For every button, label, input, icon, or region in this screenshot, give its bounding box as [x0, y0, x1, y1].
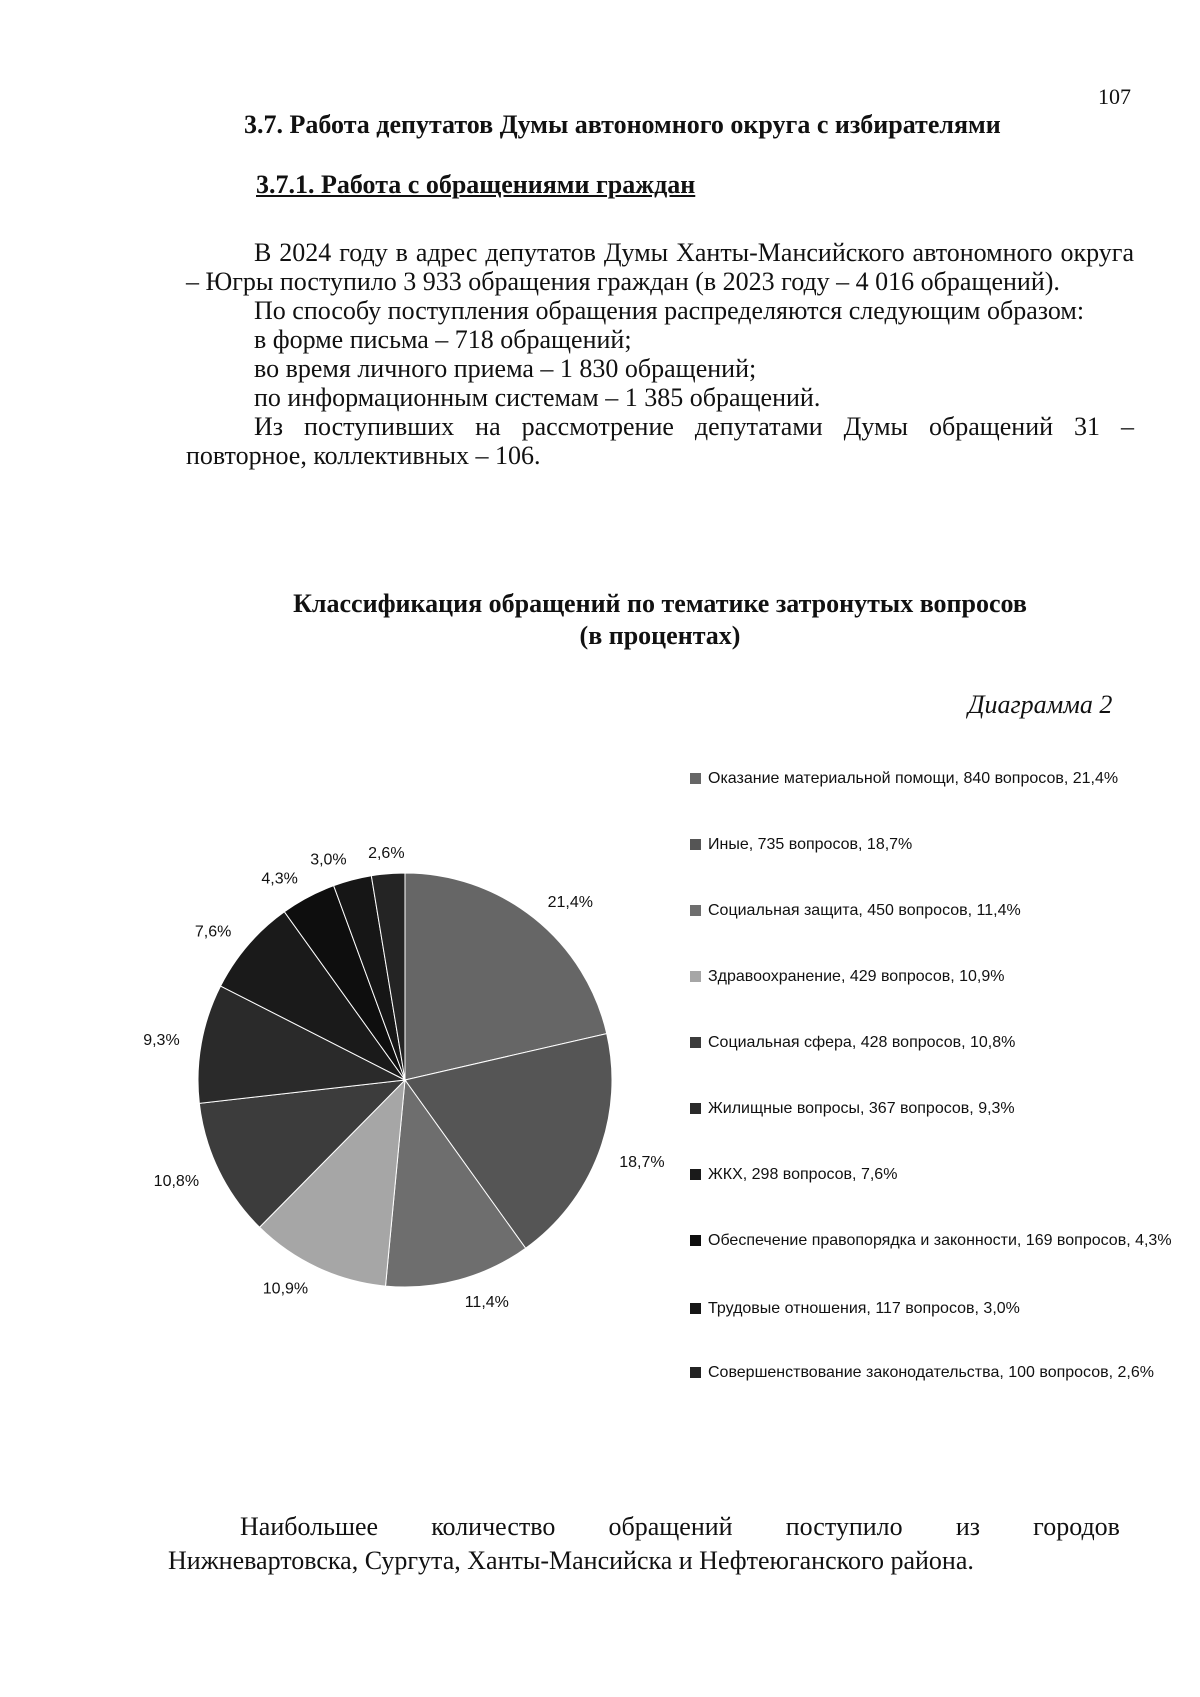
paragraph-appeals-total: В 2024 году в адрес депутатов Думы Ханты-Мансийского автономного округа – Югры поступило 3 933 обращения граждан (в 2023 году – 4 016 обращений).: [186, 238, 1134, 296]
legend-label: Иные, 735 вопросов, 18,7%: [708, 836, 913, 853]
list-item-personal: во время личного приема – 1 830 обращений;: [254, 354, 757, 383]
legend-item: [690, 1098, 1180, 1120]
legend-label: Оказание материальной помощи, 840 вопросов, 21,4%: [708, 770, 1119, 787]
closing-word: поступило: [785, 1512, 903, 1541]
page-number: 107: [1098, 84, 1131, 109]
legend-swatch: [690, 905, 701, 916]
chart-heading: [186, 588, 1134, 652]
legend-item: [690, 1164, 1180, 1186]
legend-label: Социальная сфера, 428 вопросов, 10,8%: [708, 1034, 1016, 1051]
pie-data-label: 21,4%: [547, 893, 593, 911]
pie-data-label: 2,6%: [368, 844, 405, 862]
pie-data-label: 4,3%: [261, 870, 298, 888]
legend-label: Обеспечение правопорядка и законности, 169 вопросов, 4,3%: [708, 1232, 1172, 1249]
closing-word: количество: [431, 1512, 556, 1541]
legend-item: [690, 900, 1180, 922]
legend-label: ЖКХ, 298 вопросов, 7,6%: [708, 1166, 898, 1183]
pie-data-label: 9,3%: [143, 1032, 180, 1050]
legend-item: [690, 966, 1180, 988]
body-text: [186, 238, 1134, 470]
legend-swatch: [690, 839, 701, 850]
pie-data-label: 3,0%: [310, 851, 347, 869]
legend-item: [690, 768, 1180, 790]
legend-item: [690, 834, 1180, 856]
legend-label: Здравоохранение, 429 вопросов, 10,9%: [708, 968, 1005, 985]
closing-word: городов: [1033, 1512, 1120, 1541]
legend-swatch: [690, 1367, 701, 1378]
legend-label: Трудовые отношения, 117 вопросов, 3,0%: [708, 1300, 1020, 1317]
diagram-label: Диаграмма 2: [968, 690, 1113, 719]
pie-chart: [143, 844, 680, 1430]
pie-data-label: 7,6%: [194, 923, 232, 941]
legend-swatch: [690, 971, 701, 982]
legend-label: Социальная защита, 450 вопросов, 11,4%: [708, 902, 1021, 919]
closing-word: Наибольшее: [240, 1512, 379, 1541]
closing-line-1: [168, 1510, 1120, 1544]
pie-data-label: 10,9%: [262, 1280, 309, 1298]
chart-heading-line1: Классификация обращений по тематике затронутых вопросов: [293, 589, 1027, 618]
legend-item: [690, 1032, 1180, 1054]
legend-swatch: [690, 1037, 701, 1048]
legend-label: Совершенствование законодательства, 100 вопросов, 2,6%: [708, 1364, 1154, 1381]
legend-item: [690, 1298, 1180, 1320]
chart-heading-line2: (в процентах): [579, 621, 741, 650]
legend-swatch: [690, 1303, 701, 1314]
list-item-info-systems: по информационным системам – 1 385 обращений.: [254, 383, 821, 412]
legend-swatch: [690, 773, 701, 784]
closing-word: из: [955, 1512, 981, 1541]
legend-item: [690, 1230, 1180, 1252]
list-item-letter: в форме письма – 718 обращений;: [254, 325, 632, 354]
section-title: 3.7. Работа депутатов Думы автономного округа с избирателями: [244, 110, 1001, 139]
legend-swatch: [690, 1169, 701, 1180]
closing-paragraph: [168, 1510, 1120, 1578]
pie-data-label: 11,4%: [464, 1294, 509, 1312]
legend-label: Жилищные вопросы, 367 вопросов, 9,3%: [708, 1100, 1015, 1117]
legend-item: [690, 1362, 1180, 1384]
pie-data-label: 18,7%: [619, 1153, 665, 1171]
legend-swatch: [690, 1235, 701, 1246]
paragraph-repeated-collective: Из поступивших на рассмотрение депутатами Думы обращений 31 – повторное, коллективных – 106.: [186, 412, 1134, 470]
legend-swatch: [690, 1103, 701, 1114]
paragraph-appeals-method: По способу поступления обращения распределяются следующим образом:: [254, 296, 1085, 325]
closing-word: обращений: [608, 1512, 733, 1541]
pie-data-label: 10,8%: [153, 1173, 200, 1191]
subsection-title: 3.7.1. Работа с обращениями граждан: [256, 170, 696, 199]
closing-line-2: Нижневартовска, Сургута, Ханты-Мансийска и Нефтеюганского района.: [168, 1546, 974, 1575]
